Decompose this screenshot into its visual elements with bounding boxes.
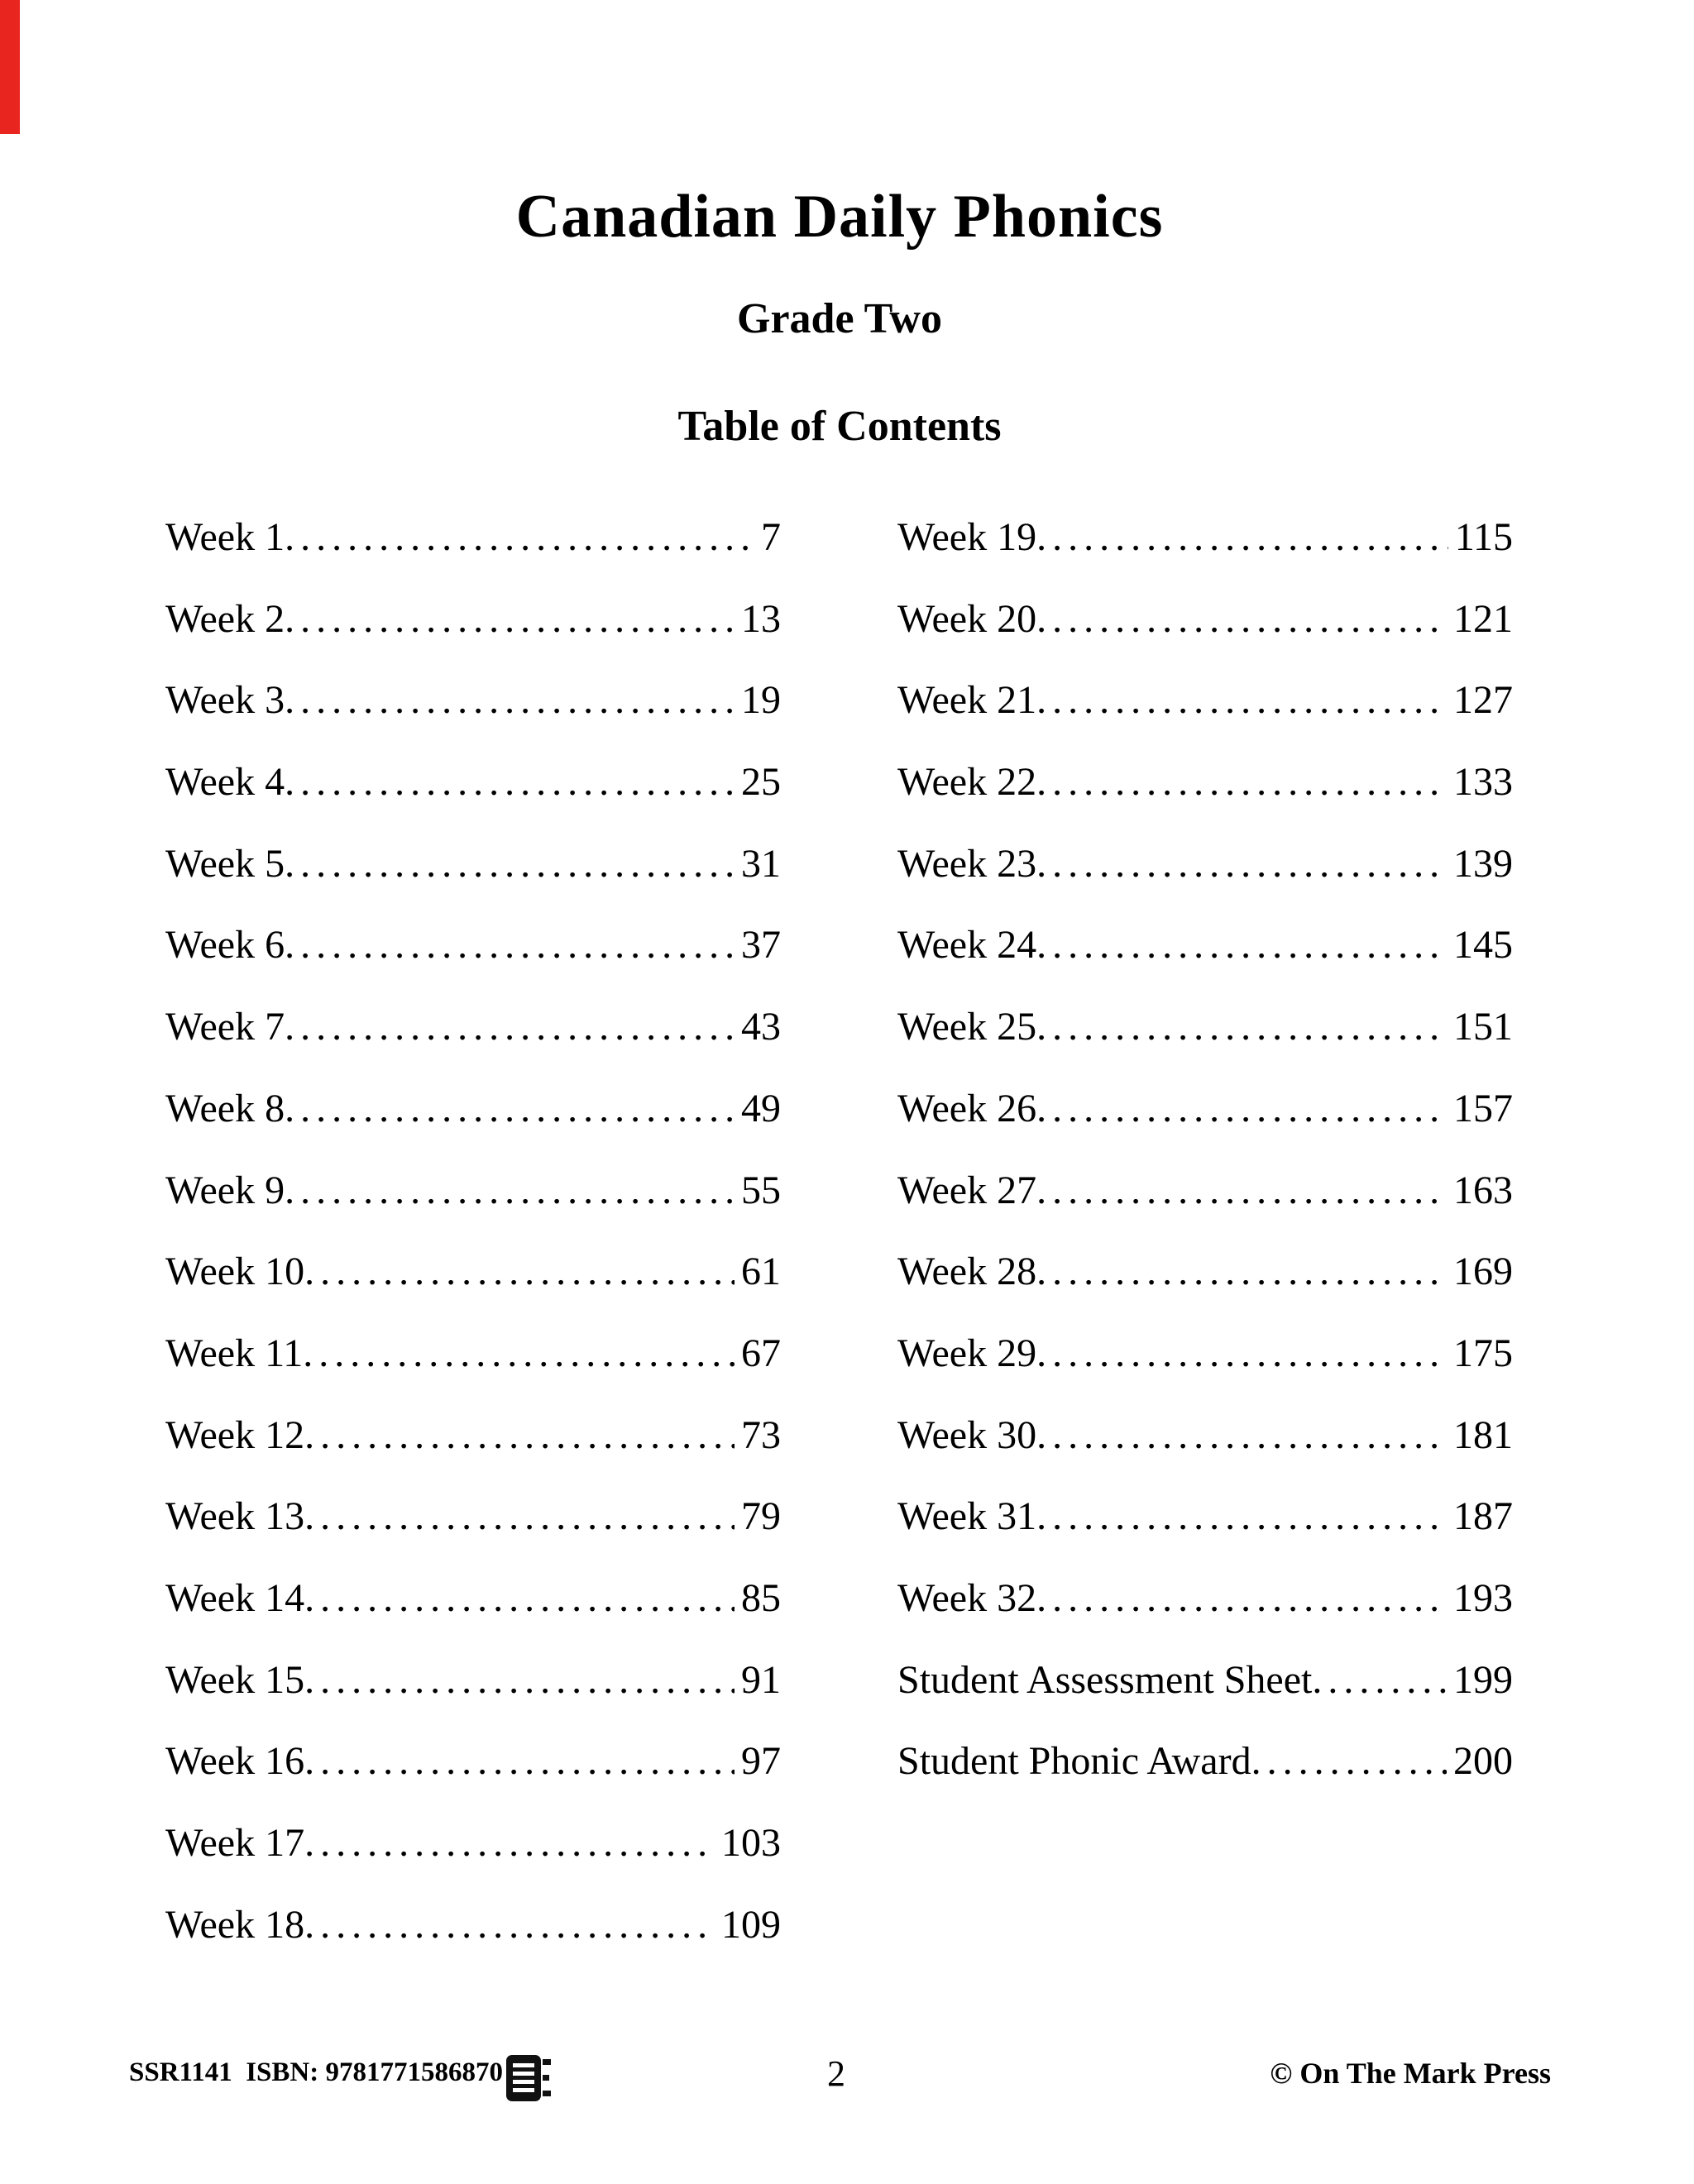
- toc-entry-page: 109: [721, 1902, 781, 1947]
- toc-entry-page: 187: [1453, 1494, 1513, 1539]
- toc-leader-dots: [1036, 1168, 1447, 1213]
- toc-entry-page: 115: [1454, 515, 1513, 559]
- toc-entry-label: Week 13: [165, 1494, 305, 1539]
- toc-entry-page: 199: [1453, 1657, 1513, 1702]
- toc-entry-page: 145: [1453, 923, 1513, 968]
- toc-entry-page: 169: [1453, 1250, 1513, 1294]
- toc-entry: [897, 1004, 1513, 1086]
- toc-entry: [897, 759, 1513, 841]
- toc-entry: [165, 1249, 781, 1331]
- toc-entry-page: 67: [741, 1331, 781, 1375]
- toc-entry: [165, 1820, 781, 1902]
- toc-entry-label: Week 5: [165, 841, 285, 886]
- toc-entry: [165, 596, 781, 678]
- toc-entry: [165, 1331, 781, 1412]
- notepad-icon: [505, 2053, 553, 2104]
- toc-entry-label: Week 16: [165, 1739, 305, 1784]
- toc-leader-dots: [1036, 1086, 1447, 1131]
- toc-entry-page: 157: [1453, 1086, 1513, 1130]
- toc-leader-dots: [1036, 759, 1447, 805]
- toc-leader-dots: [304, 1657, 735, 1703]
- toc-leader-dots: [1251, 1738, 1447, 1784]
- toc-entry-page: 25: [741, 760, 781, 805]
- toc-entry-label: Week 22: [897, 760, 1037, 805]
- toc-leader-dots: [304, 1738, 735, 1784]
- toc-entry-label: Week 27: [897, 1168, 1037, 1212]
- toc-entry-page: 91: [741, 1657, 781, 1702]
- toc-leader-dots: [304, 1249, 735, 1294]
- toc-column-right: [897, 514, 1513, 1983]
- toc-entry-label: Week 32: [897, 1575, 1037, 1620]
- toc-entry: [897, 1493, 1513, 1575]
- toc-leader-dots: [1036, 677, 1447, 723]
- toc-entry: [165, 1168, 781, 1250]
- toc-leader-dots: [1036, 514, 1448, 560]
- toc-entry-page: 37: [741, 923, 781, 968]
- toc-entry-page: 73: [741, 1412, 781, 1457]
- toc-entry-label: Week 3: [165, 678, 285, 723]
- toc-entry-label: Student Assessment Sheet: [897, 1657, 1313, 1702]
- toc-entry-page: 61: [741, 1250, 781, 1294]
- toc-heading: Table of Contents: [677, 403, 1002, 450]
- toc-leader-dots: [304, 1902, 715, 1947]
- footer-isbn: SSR1141 ISBN: 9781771586870: [129, 2057, 503, 2087]
- toc-entry-label: Week 26: [897, 1086, 1037, 1130]
- toc-leader-dots: [1036, 1412, 1447, 1458]
- toc-leader-dots: [1036, 1331, 1447, 1376]
- toc-entry-page: 181: [1453, 1412, 1513, 1457]
- toc-entry-label: Student Phonic Award: [897, 1739, 1251, 1784]
- toc-leader-dots: [285, 677, 735, 723]
- toc-entry-page: 121: [1453, 596, 1513, 641]
- red-bleed-mark: [0, 0, 20, 134]
- toc-entry-page: 103: [721, 1821, 781, 1865]
- page-title: Canadian Daily Phonics: [515, 183, 1164, 251]
- toc-entry: [897, 1249, 1513, 1331]
- toc-entry-label: Week 24: [897, 923, 1037, 968]
- toc-entry: [165, 1575, 781, 1657]
- toc-leader-dots: [1036, 1004, 1447, 1049]
- toc-entry-label: Week 2: [165, 596, 285, 641]
- toc-entry: [897, 1738, 1513, 1820]
- footer-copyright: © On The Mark Press: [1270, 2057, 1551, 2090]
- toc-leader-dots: [1036, 922, 1447, 968]
- toc-entry-page: 79: [741, 1494, 781, 1539]
- toc-entry-label: Week 20: [897, 596, 1037, 641]
- toc-entry-label: Week 19: [897, 515, 1037, 559]
- toc-leader-dots: [304, 1820, 715, 1866]
- toc-entry: [165, 1657, 781, 1739]
- toc-entry-label: Week 10: [165, 1250, 305, 1294]
- toc-entry-page: 31: [741, 841, 781, 886]
- toc-entry: [165, 841, 781, 923]
- toc-entry: [897, 1331, 1513, 1412]
- toc-leader-dots: [285, 759, 735, 805]
- toc-entry-label: Week 4: [165, 760, 285, 805]
- toc-entry-label: Week 1: [165, 515, 285, 559]
- toc-leader-dots: [1036, 1249, 1447, 1294]
- toc-entry-page: 193: [1453, 1575, 1513, 1620]
- toc-entry: [897, 841, 1513, 923]
- toc-entry: [165, 1004, 781, 1086]
- toc-entry-page: 13: [741, 596, 781, 641]
- toc-leader-dots: [303, 1331, 735, 1376]
- toc-entry-label: Week 8: [165, 1086, 285, 1130]
- toc-entry: [165, 1086, 781, 1168]
- toc-entry-label: Week 7: [165, 1005, 285, 1049]
- footer-page-number: 2: [827, 2053, 845, 2094]
- toc-leader-dots: [1036, 596, 1447, 642]
- toc-entry-label: Week 15: [165, 1657, 305, 1702]
- toc-entry-page: 49: [741, 1086, 781, 1130]
- toc-entry: [165, 1493, 781, 1575]
- toc-leader-dots: [1312, 1657, 1447, 1703]
- toc-entry-label: Week 31: [897, 1494, 1037, 1539]
- toc-entry-page: 127: [1453, 678, 1513, 723]
- toc-entry-label: Week 17: [165, 1821, 305, 1865]
- toc-entry-label: Week 21: [897, 678, 1037, 723]
- toc-entry-label: Week 18: [165, 1902, 305, 1947]
- toc-entry: [165, 1738, 781, 1820]
- toc-entry-page: 55: [741, 1168, 781, 1212]
- toc-entry-label: Week 14: [165, 1575, 305, 1620]
- toc-column-left: [165, 514, 781, 1983]
- toc-entry-page: 97: [741, 1739, 781, 1784]
- toc-leader-dots: [285, 1004, 735, 1049]
- toc-entry: [897, 514, 1513, 596]
- toc-entry-page: 7: [761, 515, 781, 559]
- toc-entry-label: Week 29: [897, 1331, 1037, 1375]
- toc-leader-dots: [285, 1086, 735, 1131]
- toc-entry-page: 151: [1453, 1005, 1513, 1049]
- footer: [0, 2043, 1694, 2109]
- toc-leader-dots: [304, 1412, 735, 1458]
- grade-subtitle: Grade Two: [737, 295, 942, 342]
- toc-entry: [165, 759, 781, 841]
- toc-entry: [165, 677, 781, 759]
- toc-leader-dots: [285, 596, 735, 642]
- toc-leader-dots: [1036, 1493, 1447, 1539]
- toc-leader-dots: [1036, 1575, 1447, 1621]
- toc-entry-label: Week 23: [897, 841, 1037, 886]
- toc-entry-label: Week 30: [897, 1412, 1037, 1457]
- toc-entry-label: Week 6: [165, 923, 285, 968]
- toc-entry-page: 175: [1453, 1331, 1513, 1375]
- toc-leader-dots: [285, 841, 735, 887]
- toc-leader-dots: [285, 1168, 735, 1213]
- toc-entry: [165, 514, 781, 596]
- toc-entry-label: Week 11: [165, 1331, 304, 1375]
- toc-entry: [897, 1575, 1513, 1657]
- toc-leader-dots: [304, 1493, 735, 1539]
- toc-entry: [165, 1412, 781, 1494]
- toc-leader-dots: [1036, 841, 1447, 887]
- toc-entry-page: 85: [741, 1575, 781, 1620]
- toc-leader-dots: [304, 1575, 735, 1621]
- toc-entry: [897, 1168, 1513, 1250]
- toc-entry: [897, 1086, 1513, 1168]
- page-content: [165, 0, 1514, 1983]
- toc-entry-page: 19: [741, 678, 781, 723]
- table-of-contents: [165, 514, 1514, 1983]
- toc-entry: [165, 1902, 781, 1984]
- toc-entry-page: 163: [1453, 1168, 1513, 1212]
- toc-entry-page: 139: [1453, 841, 1513, 886]
- toc-entry: [897, 1412, 1513, 1494]
- toc-entry: [165, 922, 781, 1004]
- toc-entry-page: 43: [741, 1005, 781, 1049]
- toc-entry-label: Week 28: [897, 1250, 1037, 1294]
- toc-entry: [897, 596, 1513, 678]
- toc-entry: [897, 1657, 1513, 1739]
- toc-entry: [897, 922, 1513, 1004]
- toc-entry-page: 200: [1453, 1739, 1513, 1784]
- toc-entry-page: 133: [1453, 760, 1513, 805]
- toc-leader-dots: [285, 922, 735, 968]
- toc-leader-dots: [285, 514, 754, 560]
- toc-entry-label: Week 9: [165, 1168, 285, 1212]
- toc-entry-label: Week 25: [897, 1005, 1037, 1049]
- toc-entry: [897, 677, 1513, 759]
- toc-entry-label: Week 12: [165, 1412, 305, 1457]
